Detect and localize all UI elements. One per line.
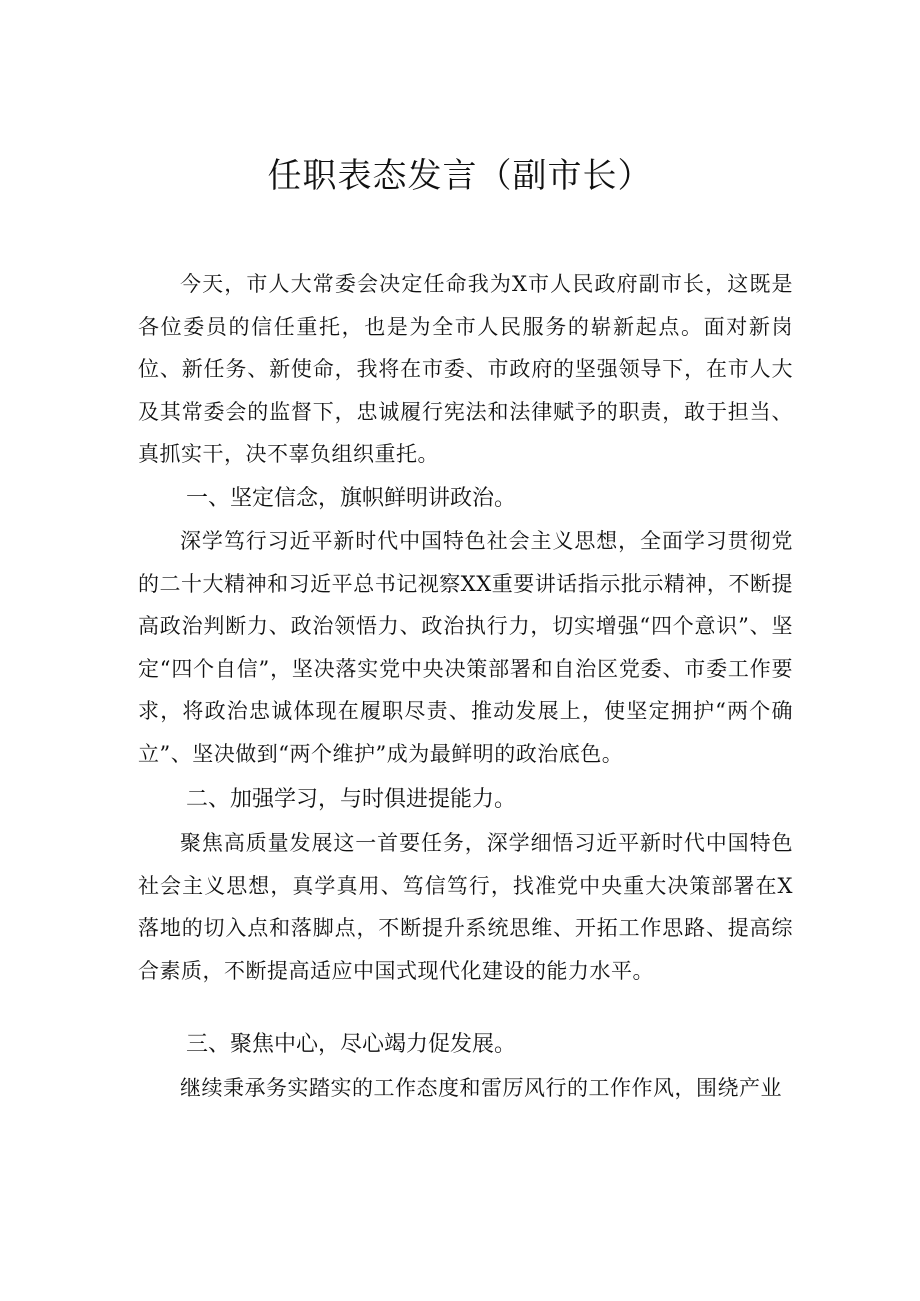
intro-paragraph: 今天，市人大常委会决定任命我为X市人民政府副市长，这既是各位委员的信任重托，也是为全市人民服务的崭新起点。面对新岗位、新任务、新使命，我将在市委、市政府的坚强领导下，在市人大及其常委会的监督下，忠诚履行宪法和法律赋予的职责，敢于担当、真抓实干，决不辜负组织重托。 [138,272,793,466]
section-heading-3: 三、聚焦中心，尽心竭力促发展。 [186,1032,517,1057]
section-paragraph-1: 深学笃行习近平新时代中国特色社会主义思想，全面学习贯彻党的二十大精神和习近平总书记视察XX重要讲话指示批示精神，不断提高政治判断力、政治领悟力、政治执行力，切实增强“四个意识”、坚定“四个自信”，坚决落实党中央决策部署和自治区党委、市委工作要求，将政治忠诚体现在履职尽责、推动发展上，使坚定拥护“两个确立”、坚决做到“两个维护”成为最鲜明的政治底色。 [138,529,793,766]
section-paragraph-2: 聚焦高质量发展这一首要任务，深学细悟习近平新时代中国特色社会主义思想，真学真用、笃信笃行，找准党中央重大决策部署在X落地的切入点和落脚点，不断提升系统思维、开拓工作思路、提高综合素质，不断提高适应中国式现代化建设的能力水平。 [138,831,793,983]
section-heading-2: 二、加强学习，与时俱进提能力。 [186,787,517,812]
section-heading-1: 一、坚定信念，旗帜鲜明讲政治。 [186,486,517,511]
document-title: 任职表态发言（副市长） [267,156,653,196]
section-paragraph-3: 继续秉承务实踏实的工作态度和雷厉风行的工作作风，围绕产业 [180,1076,782,1100]
